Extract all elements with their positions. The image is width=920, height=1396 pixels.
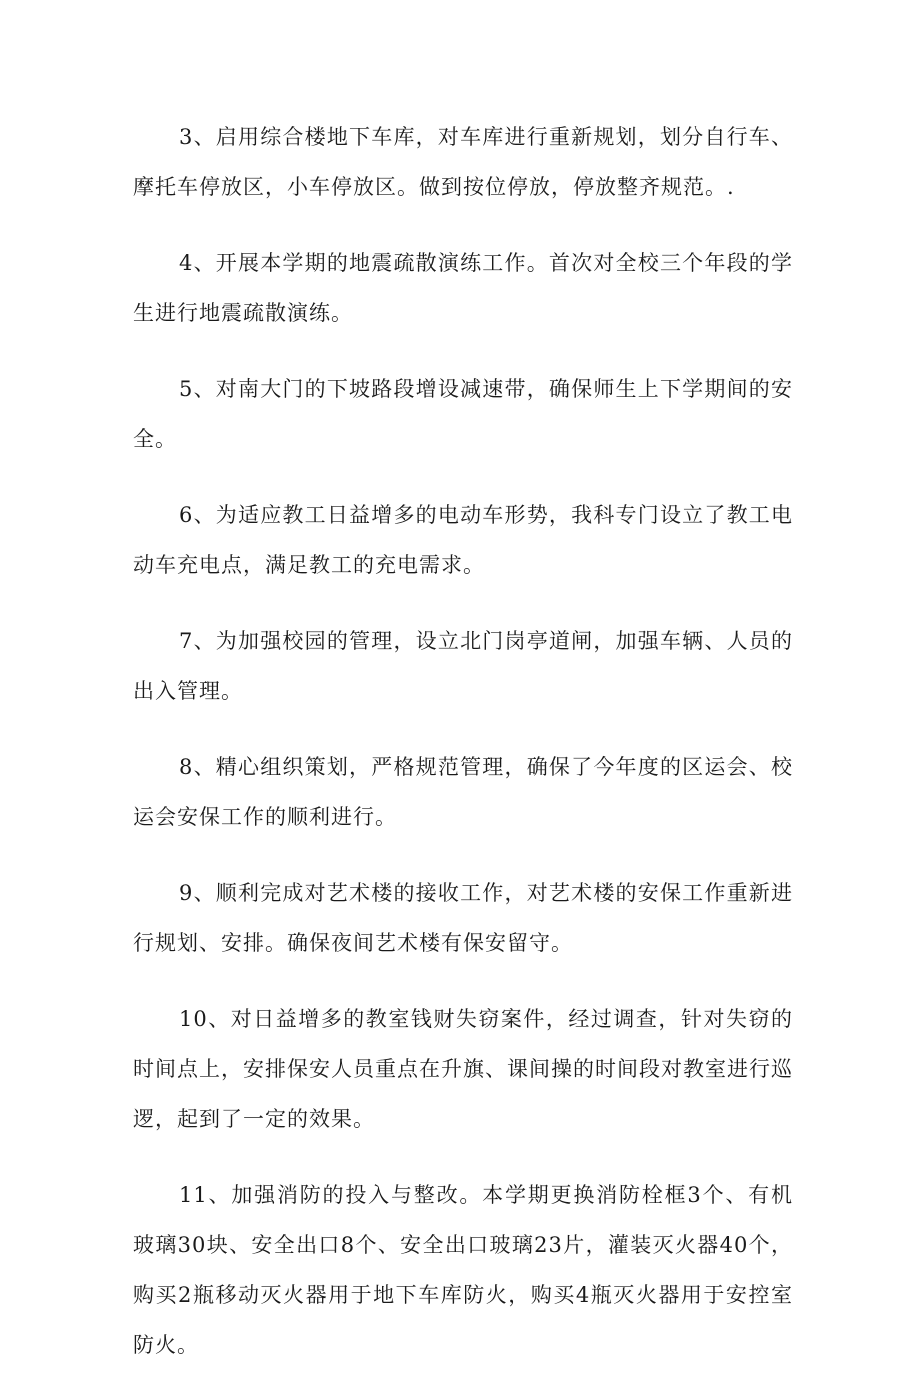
paragraph-item-5: 5、对南大门的下坡路段增设减速带，确保师生上下学期间的安全。 [133,377,793,451]
paragraph-item-7: 7、为加强校园的管理，设立北门岗亭道闸，加强车辆、人员的出入管理。 [133,629,793,703]
paragraph-item-9: 9、顺利完成对艺术楼的接收工作，对艺术楼的安保工作重新进行规划、安排。确保夜间艺术楼有保安留守。 [133,881,793,955]
document-body [133,112,793,1396]
paragraph-item-6: 6、为适应教工日益增多的电动车形势，我科专门设立了教工电动车充电点，满足教工的充电需求。 [133,503,793,577]
paragraph-item-11: 11、加强消防的投入与整改。本学期更换消防栓框3个、有机玻璃30块、安全出口8个、安全出口玻璃23片，灌装灭火器40个，购买2瓶移动灭火器用于地下车库防火，购买4瓶灭火器用于安控室防火。 [133,1183,793,1357]
paragraph-item-4: 4、开展本学期的地震疏散演练工作。首次对全校三个年段的学生进行地震疏散演练。 [133,251,793,325]
paragraph-item-3: 3、启用综合楼地下车库，对车库进行重新规划，划分自行车、摩托车停放区，小车停放区。做到按位停放，停放整齐规范。. [133,125,793,199]
paragraph-item-10: 10、对日益增多的教室钱财失窃案件，经过调查，针对失窃的时间点上，安排保安人员重点在升旗、课间操的时间段对教室进行巡逻，起到了一定的效果。 [133,1007,793,1131]
paragraph-item-8: 8、精心组织策划，严格规范管理，确保了今年度的区运会、校运会安保工作的顺利进行。 [133,755,793,829]
